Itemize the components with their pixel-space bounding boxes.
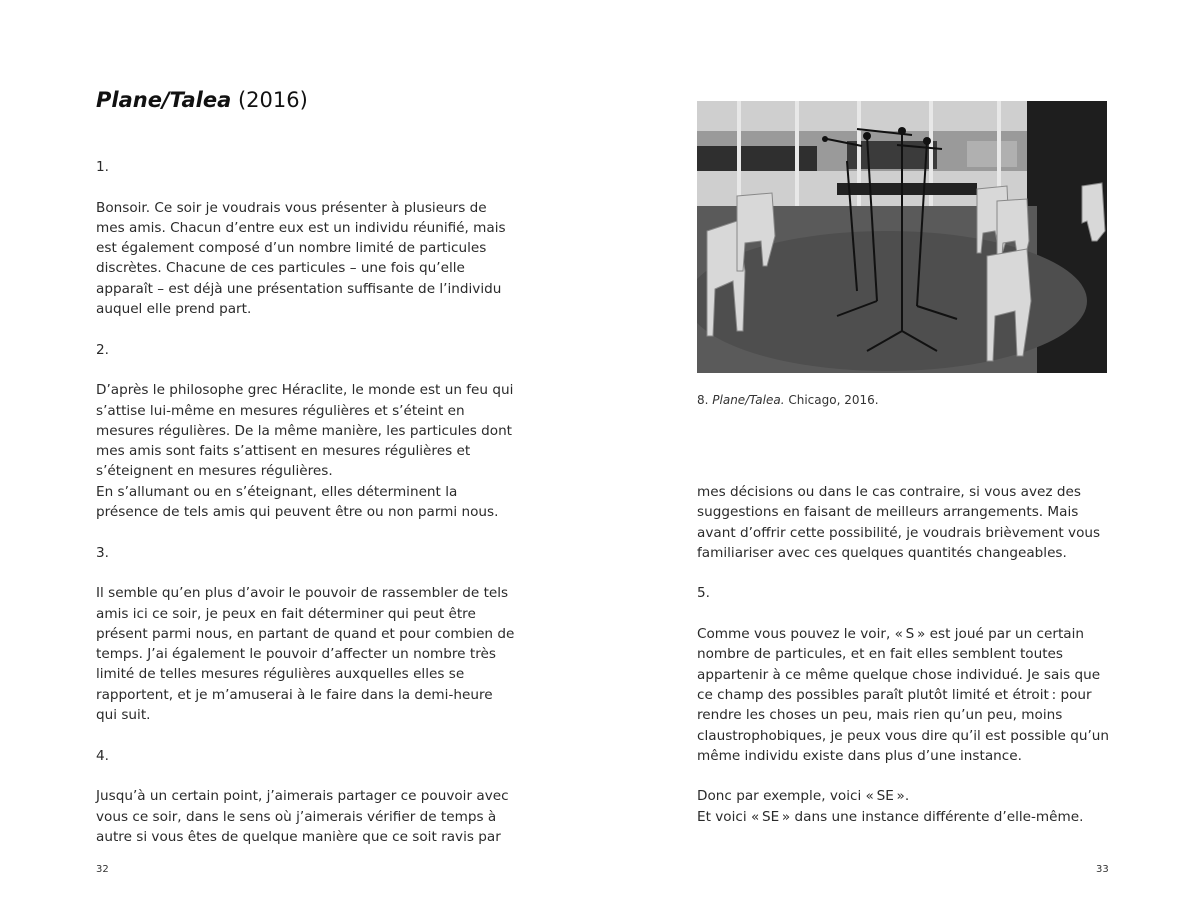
photo-caption xyxy=(697,393,879,407)
section-number-5: 5. xyxy=(697,585,710,602)
performance-photo xyxy=(697,101,1107,373)
caption-place-year: Chicago, 2016. xyxy=(784,393,879,407)
page-number-right: 33 xyxy=(1096,864,1109,875)
section-number-4: 4. xyxy=(96,747,109,764)
caption-work-name: Plane/Talea. xyxy=(712,393,785,407)
page-number-left: 32 xyxy=(96,864,109,875)
paragraph-1: Bonsoir. Ce soir je voudrais vous présenter à plusieurs de mes amis. Chacun d’entre eux est un individu réunifié, mais est également composé d’un nombre limité de particules discrètes. Chacune de ces particules – une fois qu’elle apparaît – est déjà une présentation suffisante de l’individu auquel elle prend part. xyxy=(96,199,506,318)
title-year: (2016) xyxy=(237,88,308,112)
caption-number: 8. xyxy=(697,393,713,407)
photo-illustration xyxy=(697,101,1107,373)
section-number-2: 2. xyxy=(96,341,109,358)
paragraph-4-continued: mes décisions ou dans le cas contraire, si vous avez des suggestions en faisant de meilleurs arrangements. Mais avant d’offrir cette possibilité, je voudrais brièvement vous familiariser avec ces quelques quantités changeables. xyxy=(697,484,1101,561)
section-number-3: 3. xyxy=(96,544,109,561)
paragraph-4: Jusqu’à un certain point, j’aimerais partager ce pouvoir avec vous ce soir, dans le sens où j’aimerais vérifier de temps à autre si vous êtes de quelque manière que ce soit ravis par xyxy=(96,788,509,845)
paragraph-5: Comme vous pouvez le voir, « S » est joué par un certain nombre de particules, et en fait elles semblent toutes appartenir à ce même quelque chose individué. Je sais que ce champ des possibles paraît plutôt limité et étroit : pour rendre les choses un peu, mais rien qu’un peu, moins claustrophobiques, je peux vous dire qu’il est possible qu’un même individu existe dans plus d’une instance. xyxy=(697,626,1110,764)
paragraph-6: Donc par exemple, voici « SE ». Et voici « SE » dans une instance différente d’elle-même. xyxy=(697,788,1084,825)
left-body-text xyxy=(96,157,516,847)
right-page xyxy=(601,0,1202,914)
section-number-1: 1. xyxy=(96,159,109,175)
paragraph-2: D’après le philosophe grec Héraclite, le monde est un feu qui s’attise lui-même en mesures régulières et s’éteint en mesures régulières. De la même manière, les particules dont mes amis sont faits s’attisent en mesures régulières et s’éteignent en mesures régulières. En s’allumant ou en s’éteignant, elles déterminent la présence de tels amis qui peuvent être ou non parmi nous. xyxy=(96,382,514,521)
title-work-name: Plane/Talea xyxy=(96,88,232,112)
page-title xyxy=(96,88,308,112)
paragraph-3: Il semble qu’en plus d’avoir le pouvoir de rassembler de tels amis ici ce soir, je peux en fait déterminer qui peut être présent parmi nous, en partant de quand et pour combien de temps. J’ai également le pouvoir d’affecter un nombre très limité de telles mesures régulières auxquelles elles se rapportent, et je m’amuserai à le faire dans la demi-heure qui suit. xyxy=(96,585,515,724)
right-body-text xyxy=(697,482,1117,827)
